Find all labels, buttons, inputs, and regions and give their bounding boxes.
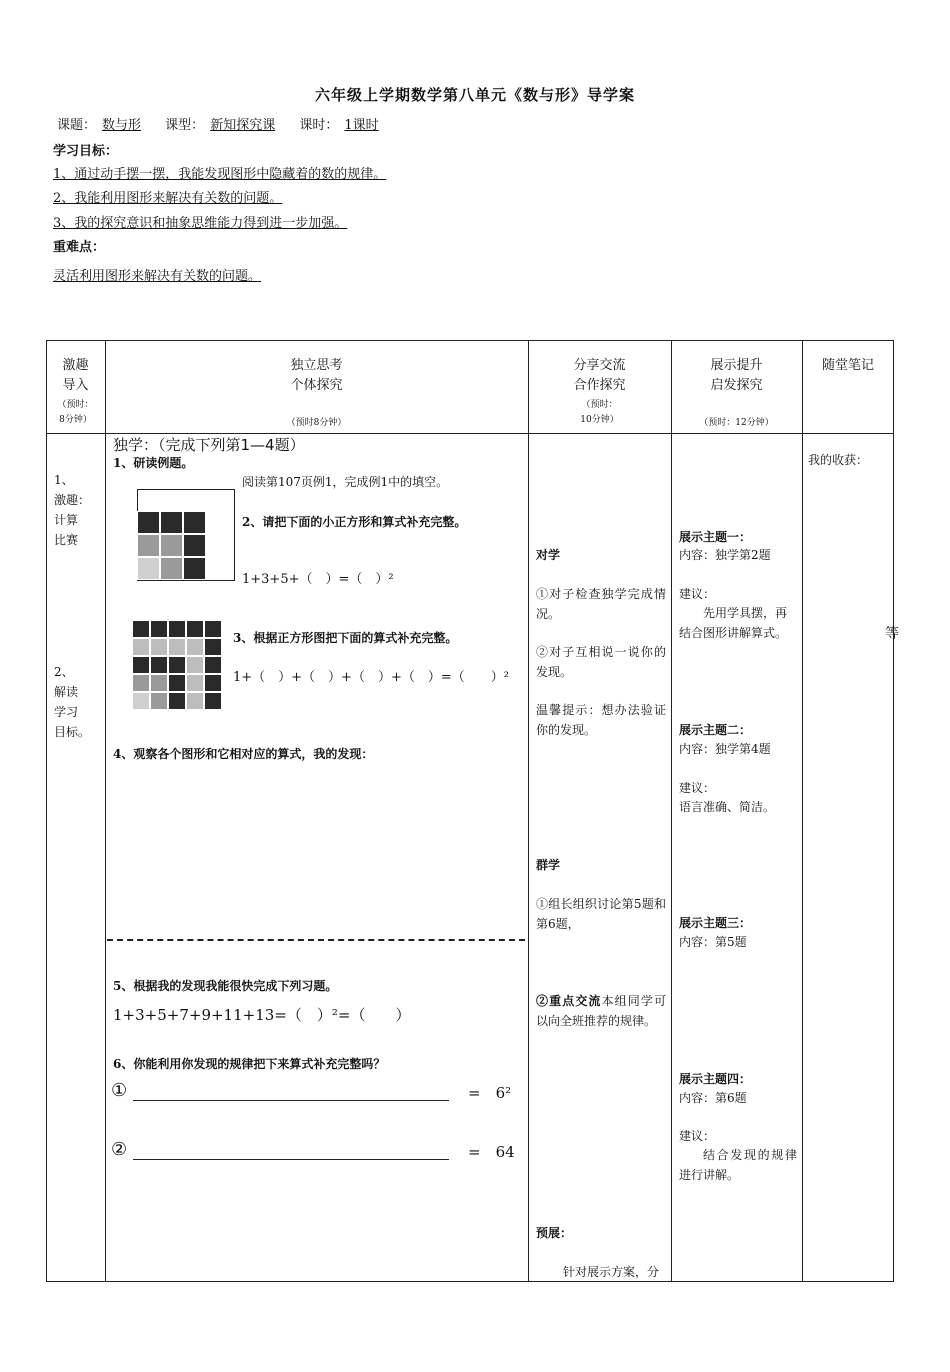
pair-study-heading: 对学 <box>536 548 561 562</box>
col1-header: 激趣 导入 （预时： 8分钟） <box>57 358 94 425</box>
topic-label: 课题： <box>57 118 97 133</box>
q5-label: 5、根据我的发现我能很快完成下列习题。 <box>113 979 338 993</box>
q6-label: 6、你能利用你发现的规律把下来算式补充完整吗？ <box>113 1057 386 1071</box>
q1-hint: 阅读第107页例1，完成例1中的填空。 <box>242 475 449 489</box>
q2-label: 2、请把下面的小正方形和算式补充完整。 <box>242 515 467 529</box>
notes-etc: 等 <box>885 626 899 642</box>
show-topic-4-content: 内容：第6题 <box>679 1091 747 1105</box>
q6-result-1: = 6² <box>468 1084 512 1102</box>
q3-label: 3、根据正方形图把下面的算式补充完整。 <box>233 631 458 645</box>
q3-formula: 1+（ ）+（ ）+（ ）+（ ）=（ ）² <box>233 670 509 685</box>
pair-study-tip: 温馨提示：想办法验证你的发现。 <box>536 703 666 737</box>
lesson-meta <box>57 114 385 133</box>
group-study-heading: 群学 <box>536 858 561 872</box>
type-value: 新知探究课 <box>210 118 276 133</box>
show-topic-2-heading: 展示主题二： <box>679 723 752 737</box>
hours-value: 1课时 <box>344 118 379 133</box>
notes-gain-label: 我的收获： <box>808 453 869 467</box>
page-title: 六年级上学期数学第八单元《数与形》导学案 <box>314 86 635 104</box>
q6-blank-1[interactable] <box>133 1082 449 1101</box>
goal-item-2: 2、我能利用图形来解决有关数的问题。 <box>53 191 283 206</box>
q2-formula: 1+3+5+（ ）=（ ）² <box>242 572 394 587</box>
col1-activity-b: 2、 解读 学习 目标。 <box>54 665 91 739</box>
goals-heading: 学习目标： <box>53 144 119 159</box>
col-divider-1 <box>105 340 106 1281</box>
show-topic-1-advice: 先用学具摆，再结合图形讲解算式。 <box>679 606 788 640</box>
pre-show-heading: 预展： <box>536 1226 573 1240</box>
pair-study-step-1: ①对子检查独学完成情况。 <box>536 587 666 621</box>
q1-label: 1、研读例题。 <box>113 456 194 470</box>
keypoints-heading: 重难点： <box>53 240 106 255</box>
col5-header: 随堂笔记 <box>821 358 874 373</box>
show-topic-1-content: 内容：独学第2题 <box>679 548 771 562</box>
col1-activity-a: 1、 激趣： 计算 比赛 <box>54 473 91 547</box>
show-topic-4-advice: 结合发现的规律进行讲解。 <box>679 1148 797 1182</box>
show-topic-3-content: 内容：第5题 <box>679 935 747 949</box>
show-topic-1-heading: 展示主题一： <box>679 530 752 544</box>
col3-header: 分享交流 合作探究 （预时： 10分钟） <box>573 358 626 425</box>
q6-blank-2[interactable] <box>133 1141 449 1160</box>
q6-marker-2: ② <box>111 1139 128 1160</box>
pre-show-text: 针对展示方案，分 <box>563 1265 660 1279</box>
q6-result-2: = 64 <box>468 1143 515 1161</box>
show-topic-4-heading: 展示主题四： <box>679 1072 752 1086</box>
group-study-step-1: ①组长组织讨论第5题和第6题， <box>536 897 666 931</box>
q6-marker-1: ① <box>111 1080 128 1101</box>
pair-study-step-2: ②对子互相说一说你的发现。 <box>536 645 666 679</box>
topic-value: 数与形 <box>102 118 142 133</box>
col2-header: 独立思考 个体探究 （预时8分钟） <box>286 358 347 428</box>
col-divider-2 <box>528 340 529 1281</box>
col-divider-3 <box>671 340 672 1281</box>
col-divider-4 <box>802 340 803 1281</box>
hours-label: 课时： <box>299 118 339 133</box>
show-topic-2-advice-label: 建议： <box>679 781 716 795</box>
q5-formula: 1+3+5+7+9+11+13=（ ）²=（ ） <box>113 1006 411 1024</box>
square-grid-5x5 <box>132 620 222 710</box>
q4-label: 4、观察各个图形和它相对应的算式，我的发现： <box>113 747 374 761</box>
show-topic-2-content: 内容：独学第4题 <box>679 742 771 756</box>
group-study-step-2: ②重点交流本组同学可以向全班推荐的规律。 <box>536 994 666 1028</box>
show-topic-4-advice-label: 建议： <box>679 1129 716 1143</box>
square-grid-3x3 <box>137 511 206 580</box>
goal-item-3: 3、我的探究意识和抽象思维能力得到进一步加强。 <box>53 216 348 231</box>
goal-item-1: 1、通过动手摆一摆，我能发现图形中隐藏着的数的规律。 <box>53 167 387 182</box>
show-topic-3-heading: 展示主题三： <box>679 916 752 930</box>
show-topic-1-advice-label: 建议： <box>679 587 716 601</box>
show-topic-2-advice: 语言准确、简洁。 <box>679 800 776 814</box>
col4-header: 展示提升 启发探究 （预时：12分钟） <box>699 358 774 428</box>
keypoints-text: 灵活利用图形来解决有关数的问题。 <box>53 269 262 284</box>
independent-study-title: 独学：（完成下列第1—4题） <box>113 436 305 454</box>
section-divider-dashed <box>107 939 525 941</box>
type-label: 课型： <box>165 118 205 133</box>
